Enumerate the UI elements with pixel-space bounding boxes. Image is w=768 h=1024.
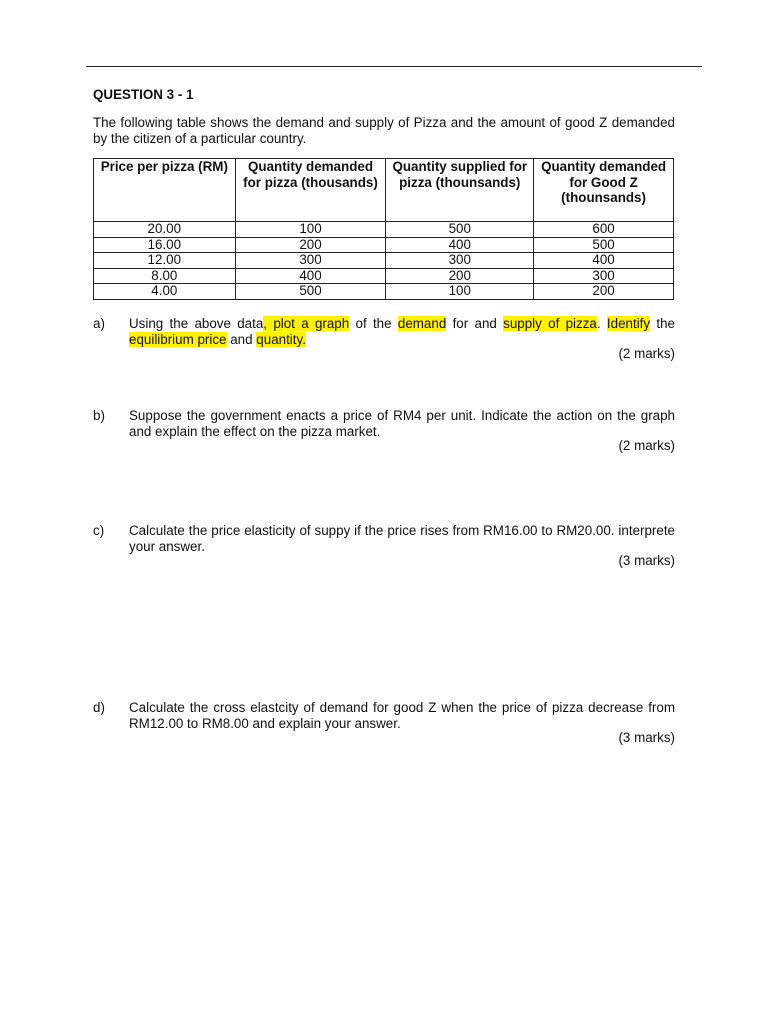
marks-label: (3 marks) <box>618 730 675 745</box>
table-row <box>94 222 674 238</box>
cell-qs: 500 <box>386 222 534 238</box>
cell-qd: 200 <box>235 237 386 253</box>
text-run: . <box>596 316 607 331</box>
question-part-b <box>93 408 675 468</box>
cell-qz: 200 <box>534 284 674 300</box>
cell-qs: 300 <box>386 253 534 269</box>
table-row <box>94 268 674 284</box>
marks-label: (2 marks) <box>618 438 675 453</box>
cell-qs: 100 <box>386 284 534 300</box>
table-row <box>94 237 674 253</box>
cell-qd: 300 <box>235 253 386 269</box>
part-text <box>129 316 675 348</box>
highlighted-text: supply of pizza <box>503 316 597 331</box>
marks-label: (3 marks) <box>618 553 675 568</box>
cell-price: 12.00 <box>94 253 236 269</box>
question-part-c <box>93 523 675 583</box>
text-run: of the <box>349 316 398 331</box>
text-run: the <box>650 316 676 331</box>
table-row <box>94 253 674 269</box>
text-run: for and <box>446 316 504 331</box>
part-text: Suppose the government enacts a price of RM4 per unit. Indicate the action on the graph and explain the effect on the pizza market. <box>129 408 675 439</box>
cell-qz: 500 <box>534 237 674 253</box>
marks-label: (2 marks) <box>618 346 675 361</box>
part-label: a) <box>93 316 105 331</box>
data-table <box>93 158 674 300</box>
text-run: Using the above data <box>129 316 264 331</box>
table-row <box>94 284 674 300</box>
cell-qd: 500 <box>235 284 386 300</box>
header-quantity-supplied: Quantity supplied for pizza (thounsands) <box>386 159 534 222</box>
part-text: Calculate the cross elastcity of demand for good Z when the price of pizza decrease from RM12.00 to RM8.00 and explain your answer. <box>129 700 675 731</box>
header-quantity-demanded: Quantity demanded for pizza (thousands) <box>235 159 386 222</box>
question-part-a <box>93 316 675 376</box>
cell-price: 8.00 <box>94 268 236 284</box>
cell-price: 16.00 <box>94 237 236 253</box>
text-run: and <box>226 332 257 347</box>
part-text: Calculate the price elasticity of suppy if the price rises from RM16.00 to RM20.00. interprete your answer. <box>129 523 675 554</box>
header-rule <box>86 66 702 67</box>
cell-qz: 600 <box>534 222 674 238</box>
cell-qd: 100 <box>235 222 386 238</box>
question-part-d <box>93 700 675 760</box>
question-title: QUESTION 3 - 1 <box>93 87 194 102</box>
header-good-z-demanded: Quantity demanded for Good Z (thounsands) <box>534 159 674 222</box>
part-label: b) <box>93 408 105 423</box>
header-price: Price per pizza (RM) <box>94 159 236 222</box>
highlighted-text: equilibrium price <box>129 332 227 347</box>
cell-qs: 200 <box>386 268 534 284</box>
cell-qz: 400 <box>534 253 674 269</box>
cell-qs: 400 <box>386 237 534 253</box>
part-label: d) <box>93 700 105 715</box>
cell-qz: 300 <box>534 268 674 284</box>
cell-qd: 400 <box>235 268 386 284</box>
cell-price: 4.00 <box>94 284 236 300</box>
highlighted-text: demand <box>397 316 447 331</box>
highlighted-text: quantity. <box>256 332 306 347</box>
highlighted-text: Identify <box>606 316 651 331</box>
part-label: c) <box>93 523 105 538</box>
table-header-row <box>94 159 674 222</box>
question-intro: The following table shows the demand and supply of Pizza and the amount of good Z demanded by the citizen of a particular country. <box>93 115 675 146</box>
cell-price: 20.00 <box>94 222 236 238</box>
highlighted-text: , plot a graph <box>263 316 350 331</box>
